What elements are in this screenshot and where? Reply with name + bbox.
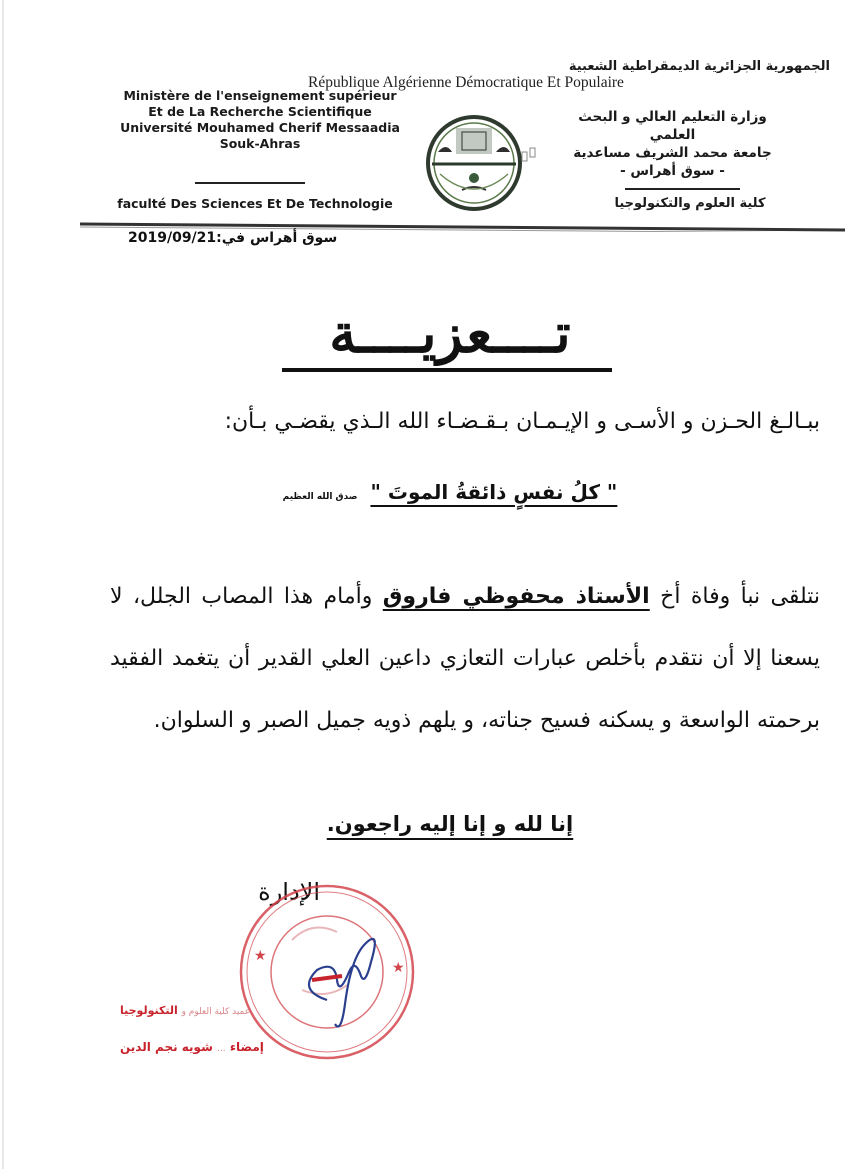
ministry-line: وزارة التعليم العالي و البحث العلمي <box>578 109 767 143</box>
ministry-line: Ministère de l'enseignement supérieur <box>123 88 397 103</box>
scan-edge <box>2 0 4 1169</box>
faculty-french: faculté Des Sciences Et De Technologie <box>117 196 393 211</box>
paragraph-text: نتلقى نبأ وفاة أخ <box>649 584 820 609</box>
faculty-arabic: كلية العلوم والتكنولوجيا <box>614 196 766 211</box>
stamp-text-faint: ... <box>217 1044 226 1054</box>
stamp-faculty-text <box>120 1004 320 1017</box>
title-underline <box>282 368 612 372</box>
svg-text:★: ★ <box>254 948 267 964</box>
stamp-text-faint: عميد كلية العلوم و <box>181 1007 251 1017</box>
verse-text: " كلُ نفسٍ ذائقةُ الموتَ " <box>370 480 618 504</box>
republic-line-arabic: الجمهورية الجزائرية الديمقراطية الشعبية <box>568 59 830 74</box>
divider <box>625 188 740 190</box>
ministry-block-french <box>100 88 420 152</box>
date-location: سوق أهراس في:2019/09/21 <box>128 230 338 246</box>
intro-paragraph: ببـالـغ الحـزن و الأسـى و الإيـمـان بـقـضـاء الله الـذي يقضـي بـأن: <box>224 409 820 434</box>
divider <box>195 182 305 184</box>
verse-attribution: صدق الله العظيم <box>282 492 358 502</box>
republic-name-french: République Algérienne Démocratique Et Populaire <box>308 74 624 91</box>
svg-text:★: ★ <box>392 960 405 976</box>
city-line: - سوق أهراس - <box>620 163 725 179</box>
official-stamp-icon <box>229 880 417 1065</box>
city-line: Souk-Ahras <box>219 136 301 151</box>
condolence-paragraph <box>110 566 820 752</box>
university-line: جامعة محمد الشريف مساعدية <box>573 145 772 161</box>
closing-phrase: إنا لله و إنا إليه راجعون. <box>326 812 574 836</box>
quran-verse <box>240 480 660 504</box>
ministry-line: Et de La Recherche Scientifique <box>148 104 372 119</box>
deceased-name: الأستاذ محفوظي فاروق <box>382 584 650 609</box>
administration-label: الإدارة <box>258 878 320 906</box>
paragraph-text: وأمام هذا المصاب الجلل، لا يسعنا إلا أن نتقدم بأخلص عبارات التعازي داعين العلي القدير أن يتغمد الفقيد برحمته الواسعة و يسكنه فسيح جناته، و يلهم ذويه جميل الصبر و السلوان. <box>110 584 820 733</box>
stamp-signatory-text <box>120 1040 320 1054</box>
header-divider <box>80 217 845 227</box>
document-title: تــــعزيــــة <box>329 301 571 365</box>
stamp-text: التكنولوجيا <box>120 1004 178 1017</box>
stamp-signature-label: إمضاء <box>229 1040 264 1054</box>
university-logo-icon <box>412 108 552 213</box>
republic-name-arabic <box>560 58 830 76</box>
signatory-name: شويه نجم الدين <box>120 1040 213 1054</box>
ministry-block-arabic <box>560 108 785 180</box>
university-line: Université Mouhamed Cherif Messaadia <box>120 120 400 135</box>
